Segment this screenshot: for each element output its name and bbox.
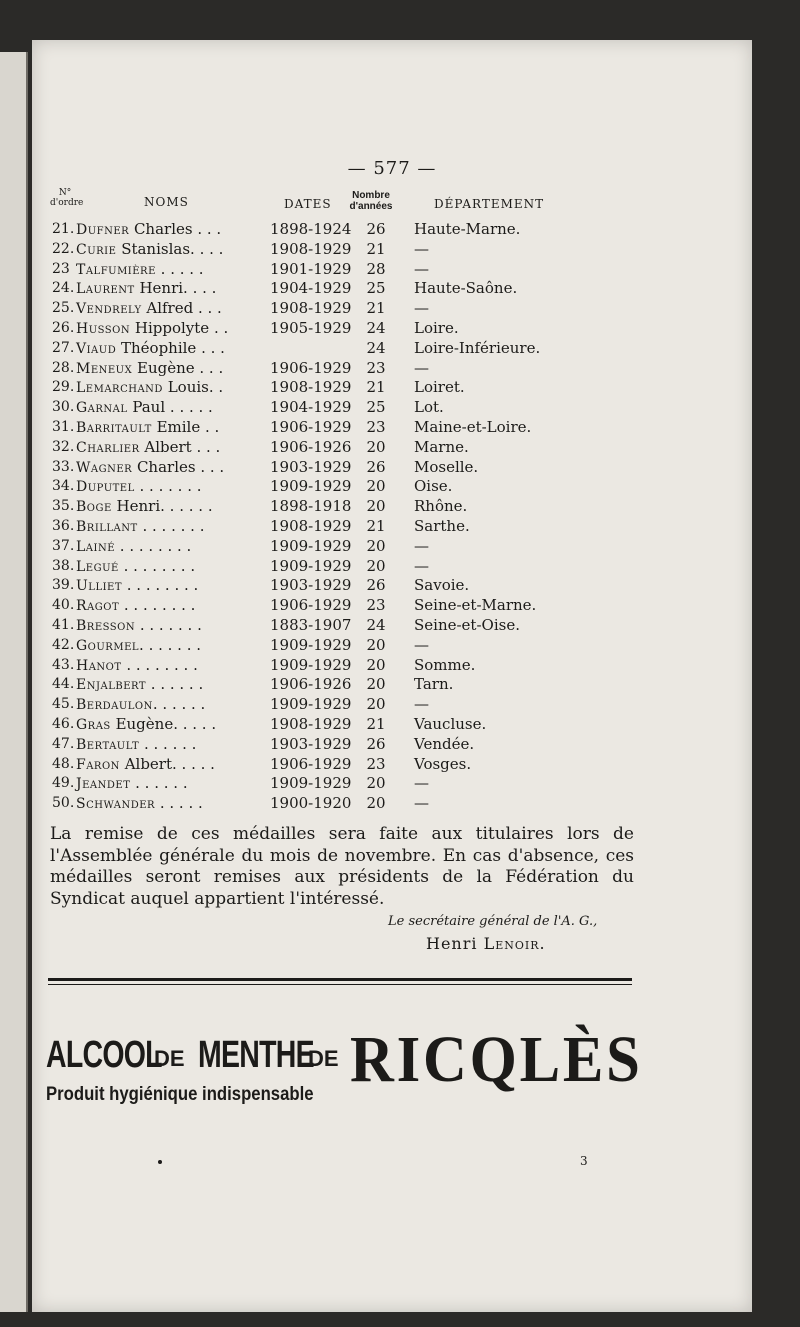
medal-table [32,220,752,814]
row-dates: 1904-1929 [270,398,352,417]
row-name [76,616,256,637]
divider-thin [48,984,632,985]
row-dates: 1908-1929 [270,299,352,318]
row-given-name: . . . . . . . . [121,655,198,674]
row-name [76,596,256,617]
row-given-name: Henri. . . . . . [111,497,213,516]
row-surname: Lemarchand [76,380,163,397]
row-dates: 1909-1929 [270,655,352,674]
row-number: 27. [52,339,75,356]
row-years: 21 [366,516,386,535]
row-department: — [414,536,429,555]
row-department: Loire. [414,318,459,337]
row-years: 24 [366,615,386,634]
row-name [76,339,256,360]
row-dates: 1909-1929 [270,635,352,654]
row-name [76,418,256,439]
ad-word-de-2: DE [308,1046,339,1071]
table-row [32,240,752,260]
row-given-name: Théophile . . . [116,338,225,357]
row-dates: 1909-1929 [270,477,352,496]
row-dates: 1903-1929 [270,734,352,753]
row-number: 42. [52,636,75,653]
row-surname: Viaud [76,340,117,357]
row-name [76,576,256,597]
row-given-name: Alfred . . . [141,299,222,318]
row-number: 37. [52,537,75,554]
row-name [76,675,256,696]
row-number: 39. [52,577,75,594]
table-row [32,596,752,616]
row-number: 38. [52,557,75,574]
row-number: 32. [52,438,75,455]
row-dates: 1903-1929 [270,457,352,476]
row-surname: Legué [76,558,119,575]
table-row [32,299,752,319]
row-years: 20 [366,477,386,496]
row-dates: 1906-1929 [270,754,352,773]
row-given-name: . . . . . [155,794,203,813]
table-row [32,675,752,695]
row-dates: 1898-1924 [270,220,352,238]
table-row [32,260,752,280]
row-name [76,517,256,538]
row-name [76,794,256,815]
ad-word-alcool: ALCOOL [46,1034,162,1076]
row-dates: 1908-1929 [270,378,352,397]
row-department: Haute-Marne. [414,220,521,238]
row-years: 21 [366,714,386,733]
row-surname: Garnal [76,400,128,417]
row-department: — [414,299,429,318]
row-number: 21. [52,221,75,237]
row-given-name: . . . . . . . . [122,576,199,595]
row-given-name: Eugène. . . . . [110,714,217,733]
row-number: 47. [52,735,75,752]
row-department: — [414,635,429,654]
header-years: Nombre d'années [349,190,393,212]
facing-page-edge [0,52,28,1312]
row-name [76,537,256,558]
header-dates: DATES [284,197,332,211]
row-number: 40. [52,597,75,614]
row-given-name: Albert. . . . . [119,754,215,773]
table-row [32,279,752,299]
row-surname: Brillant [76,518,138,535]
book-page [32,40,752,1312]
row-surname: Bresson [76,617,136,634]
row-number: 44. [52,676,75,693]
row-name [76,319,256,340]
row-years: 26 [366,457,386,476]
row-department: — [414,556,429,575]
row-years: 21 [366,299,386,318]
row-number: 25. [52,300,75,317]
row-number: 50. [52,795,75,812]
row-given-name: Charles . . . [132,457,225,476]
row-number: 22. [52,240,75,257]
row-name [76,477,256,498]
row-years: 21 [366,239,386,258]
row-surname: Boge [76,499,112,516]
row-given-name: Henri. . . . [134,279,217,298]
row-dates: 1909-1929 [270,556,352,575]
row-number: 31. [52,418,75,435]
row-number: 34. [52,478,75,495]
row-given-name: Charles . . . [129,220,222,238]
header-department: DÉPARTEMENT [434,197,545,211]
row-years: 23 [366,358,386,377]
row-given-name: . . . . . . . . [118,556,196,575]
table-row [32,794,752,814]
row-surname: Schwander [76,796,156,813]
table-row [32,458,752,478]
signature-title: Le secrétaire général de l'A. G., [388,914,598,929]
table-row [32,656,752,676]
row-department: — [414,259,429,278]
row-dates: 1909-1929 [270,536,352,555]
ad-word-de-1: DE [154,1046,185,1071]
row-given-name: Stanislas. . . . [116,239,224,258]
row-dates: 1909-1929 [270,774,352,793]
table-row [32,220,752,240]
row-given-name: . . . . . . . [134,477,202,496]
table-row [32,695,752,715]
row-department: Oise. [414,477,453,496]
row-department: Somme. [414,655,476,674]
ad-word-menthe: MENTHE [198,1034,314,1076]
row-department: — [414,695,429,714]
row-name [76,279,256,300]
table-row [32,557,752,577]
row-surname: Hanot [76,657,122,674]
row-dates: 1906-1929 [270,358,352,377]
row-given-name: . . . . . . [152,695,206,714]
row-dates: 1908-1929 [270,714,352,733]
row-name [76,240,256,261]
row-department: Loiret. [414,378,465,397]
table-row [32,319,752,339]
row-surname: Charlier [76,439,140,456]
row-number: 24. [52,280,75,297]
table-row [32,359,752,379]
row-dates: 1906-1929 [270,417,352,436]
row-department: Vaucluse. [414,714,487,733]
row-surname: Barritault [76,419,152,436]
row-number: 36. [52,517,75,534]
row-surname: Meneux [76,360,133,377]
row-given-name: . . . . . . . [139,635,202,654]
row-department: Rhône. [414,497,468,516]
row-given-name: Hippolyte . . [130,318,229,337]
row-name [76,398,256,419]
row-number: 23 [52,260,70,277]
row-surname: Curie [76,241,117,258]
row-name [76,299,256,320]
row-name [76,260,256,281]
row-years: 23 [366,417,386,436]
row-dates: 1901-1929 [270,259,352,278]
row-given-name: . . . . . . . [135,615,202,634]
row-years: 28 [366,259,386,278]
row-surname: Berdaulon [76,697,153,714]
row-dates: 1898-1918 [270,497,352,516]
row-department: Seine-et-Marne. [414,596,537,615]
row-number: 49. [52,775,75,792]
row-given-name: Albert . . . [139,437,221,456]
row-number: 43. [52,656,75,673]
row-department: Seine-et-Oise. [414,615,520,634]
row-given-name: Emile . . [151,417,220,436]
row-years: 24 [366,338,386,357]
row-surname: Lainé [76,538,116,555]
row-name [76,378,256,399]
row-number: 48. [52,755,75,772]
row-department: Moselle. [414,457,479,476]
row-dates: 1904-1929 [270,279,352,298]
row-department: Savoie. [414,576,470,595]
row-years: 20 [366,774,386,793]
row-years: 20 [366,556,386,575]
row-years: 20 [366,536,386,555]
row-years: 20 [366,497,386,516]
row-department: — [414,794,429,813]
page-number: — 577 — [347,158,437,179]
row-surname: Wagner [76,459,133,476]
row-years: 24 [366,318,386,337]
row-dates: 1906-1926 [270,675,352,694]
row-number: 26. [52,319,75,336]
table-row [32,715,752,735]
row-dates: 1903-1929 [270,576,352,595]
table-row [32,517,752,537]
row-number: 35. [52,498,75,515]
table-row [32,537,752,557]
table-row [32,735,752,755]
row-department: — [414,239,429,258]
row-surname: Laurent [76,281,135,298]
row-surname: Bertault [76,736,140,753]
row-number: 45. [52,696,75,713]
table-row [32,398,752,418]
row-years: 26 [366,220,386,238]
row-number: 46. [52,715,75,732]
ad-brand: RICQLÈS [350,1023,643,1096]
table-row [32,576,752,596]
row-department: — [414,774,429,793]
row-name [76,636,256,657]
row-department: Lot. [414,398,444,417]
closing-paragraph: La remise de ces médailles sera faite aux titulaires lors de l'Assemblée générale du mois de novembre. En cas d'absence, ces médailles seront remises aux présidents de la Fédération du Syndicat auquel appartient l'intéressé. [50,824,634,909]
row-years: 20 [366,437,386,456]
row-department: Vosges. [414,754,472,773]
row-given-name: . . . . . . [139,734,197,753]
row-surname: Gras [76,716,111,733]
table-row [32,755,752,775]
header-order-number: N° d'ordre [50,188,84,208]
row-surname: Gourmel [76,637,140,654]
table-row [32,497,752,517]
row-surname: Vendrely [76,301,142,318]
row-years: 26 [366,734,386,753]
row-dates: 1906-1929 [270,596,352,615]
row-surname: Duputel [76,479,135,496]
row-dates: 1883-1907 [270,615,352,634]
row-given-name: Eugène . . . [132,358,224,377]
row-department: Haute-Saône. [414,279,518,298]
row-department: — [414,358,429,377]
row-years: 20 [366,794,386,813]
row-name [76,715,256,736]
sheet-number: 3 [580,1154,588,1168]
row-surname: Talfumière [76,261,156,278]
row-years: 25 [366,279,386,298]
signature-name: Henri Lenoir. [426,934,546,953]
row-department: Loire-Inférieure. [414,338,541,357]
row-given-name: Paul . . . . . [127,398,213,417]
row-surname: Jeandet [76,776,131,793]
row-given-name: Louis. . [162,378,224,397]
row-department: Marne. [414,437,469,456]
row-given-name: . . . . . . . . [115,536,192,555]
table-row [32,477,752,497]
row-name [76,774,256,795]
row-name [76,695,256,716]
row-department: Tarn. [414,675,454,694]
table-row [32,339,752,359]
table-row [32,774,752,794]
row-name [76,220,256,241]
row-surname: Husson [76,320,131,337]
table-row [32,616,752,636]
row-dates: 1905-1929 [270,318,352,337]
row-department: Maine-et-Loire. [414,417,532,436]
row-name [76,656,256,677]
row-dates: 1908-1929 [270,516,352,535]
row-department: Vendée. [414,734,475,753]
row-surname: Ulliet [76,578,122,595]
row-name [76,438,256,459]
print-dot [158,1160,162,1164]
row-given-name: . . . . . . . . [119,596,196,615]
ad-tagline: Produit hygiénique indispensable [46,1084,314,1105]
row-name [76,359,256,380]
row-given-name: . . . . . . [130,774,188,793]
row-given-name: . . . . . [155,259,204,278]
row-years: 21 [366,378,386,397]
row-years: 20 [366,655,386,674]
table-row [32,418,752,438]
row-surname: Faron [76,756,120,773]
row-number: 30. [52,399,75,416]
row-surname: Enjalbert [76,677,147,694]
row-number: 28. [52,359,75,376]
row-years: 23 [366,596,386,615]
row-name [76,557,256,578]
table-row [32,438,752,458]
row-name [76,735,256,756]
row-name [76,755,256,776]
table-row [32,636,752,656]
row-number: 41. [52,616,75,633]
row-years: 23 [366,754,386,773]
row-years: 25 [366,398,386,417]
row-surname: Ragot [76,598,120,615]
row-given-name: . . . . . . [146,675,204,694]
row-years: 20 [366,695,386,714]
divider-thick [48,978,632,981]
row-dates: 1900-1920 [270,794,352,813]
row-number: 33. [52,458,75,475]
row-years: 20 [366,675,386,694]
row-number: 29. [52,379,75,396]
row-dates: 1909-1929 [270,695,352,714]
row-years: 20 [366,635,386,654]
header-names: NOMS [144,195,189,209]
row-department: Sarthe. [414,516,470,535]
row-dates: 1906-1926 [270,437,352,456]
row-years: 26 [366,576,386,595]
row-name [76,458,256,479]
row-name [76,497,256,518]
row-given-name: . . . . . . . [137,516,205,535]
row-dates: 1908-1929 [270,239,352,258]
row-surname: Dufner [76,222,130,238]
table-row [32,378,752,398]
